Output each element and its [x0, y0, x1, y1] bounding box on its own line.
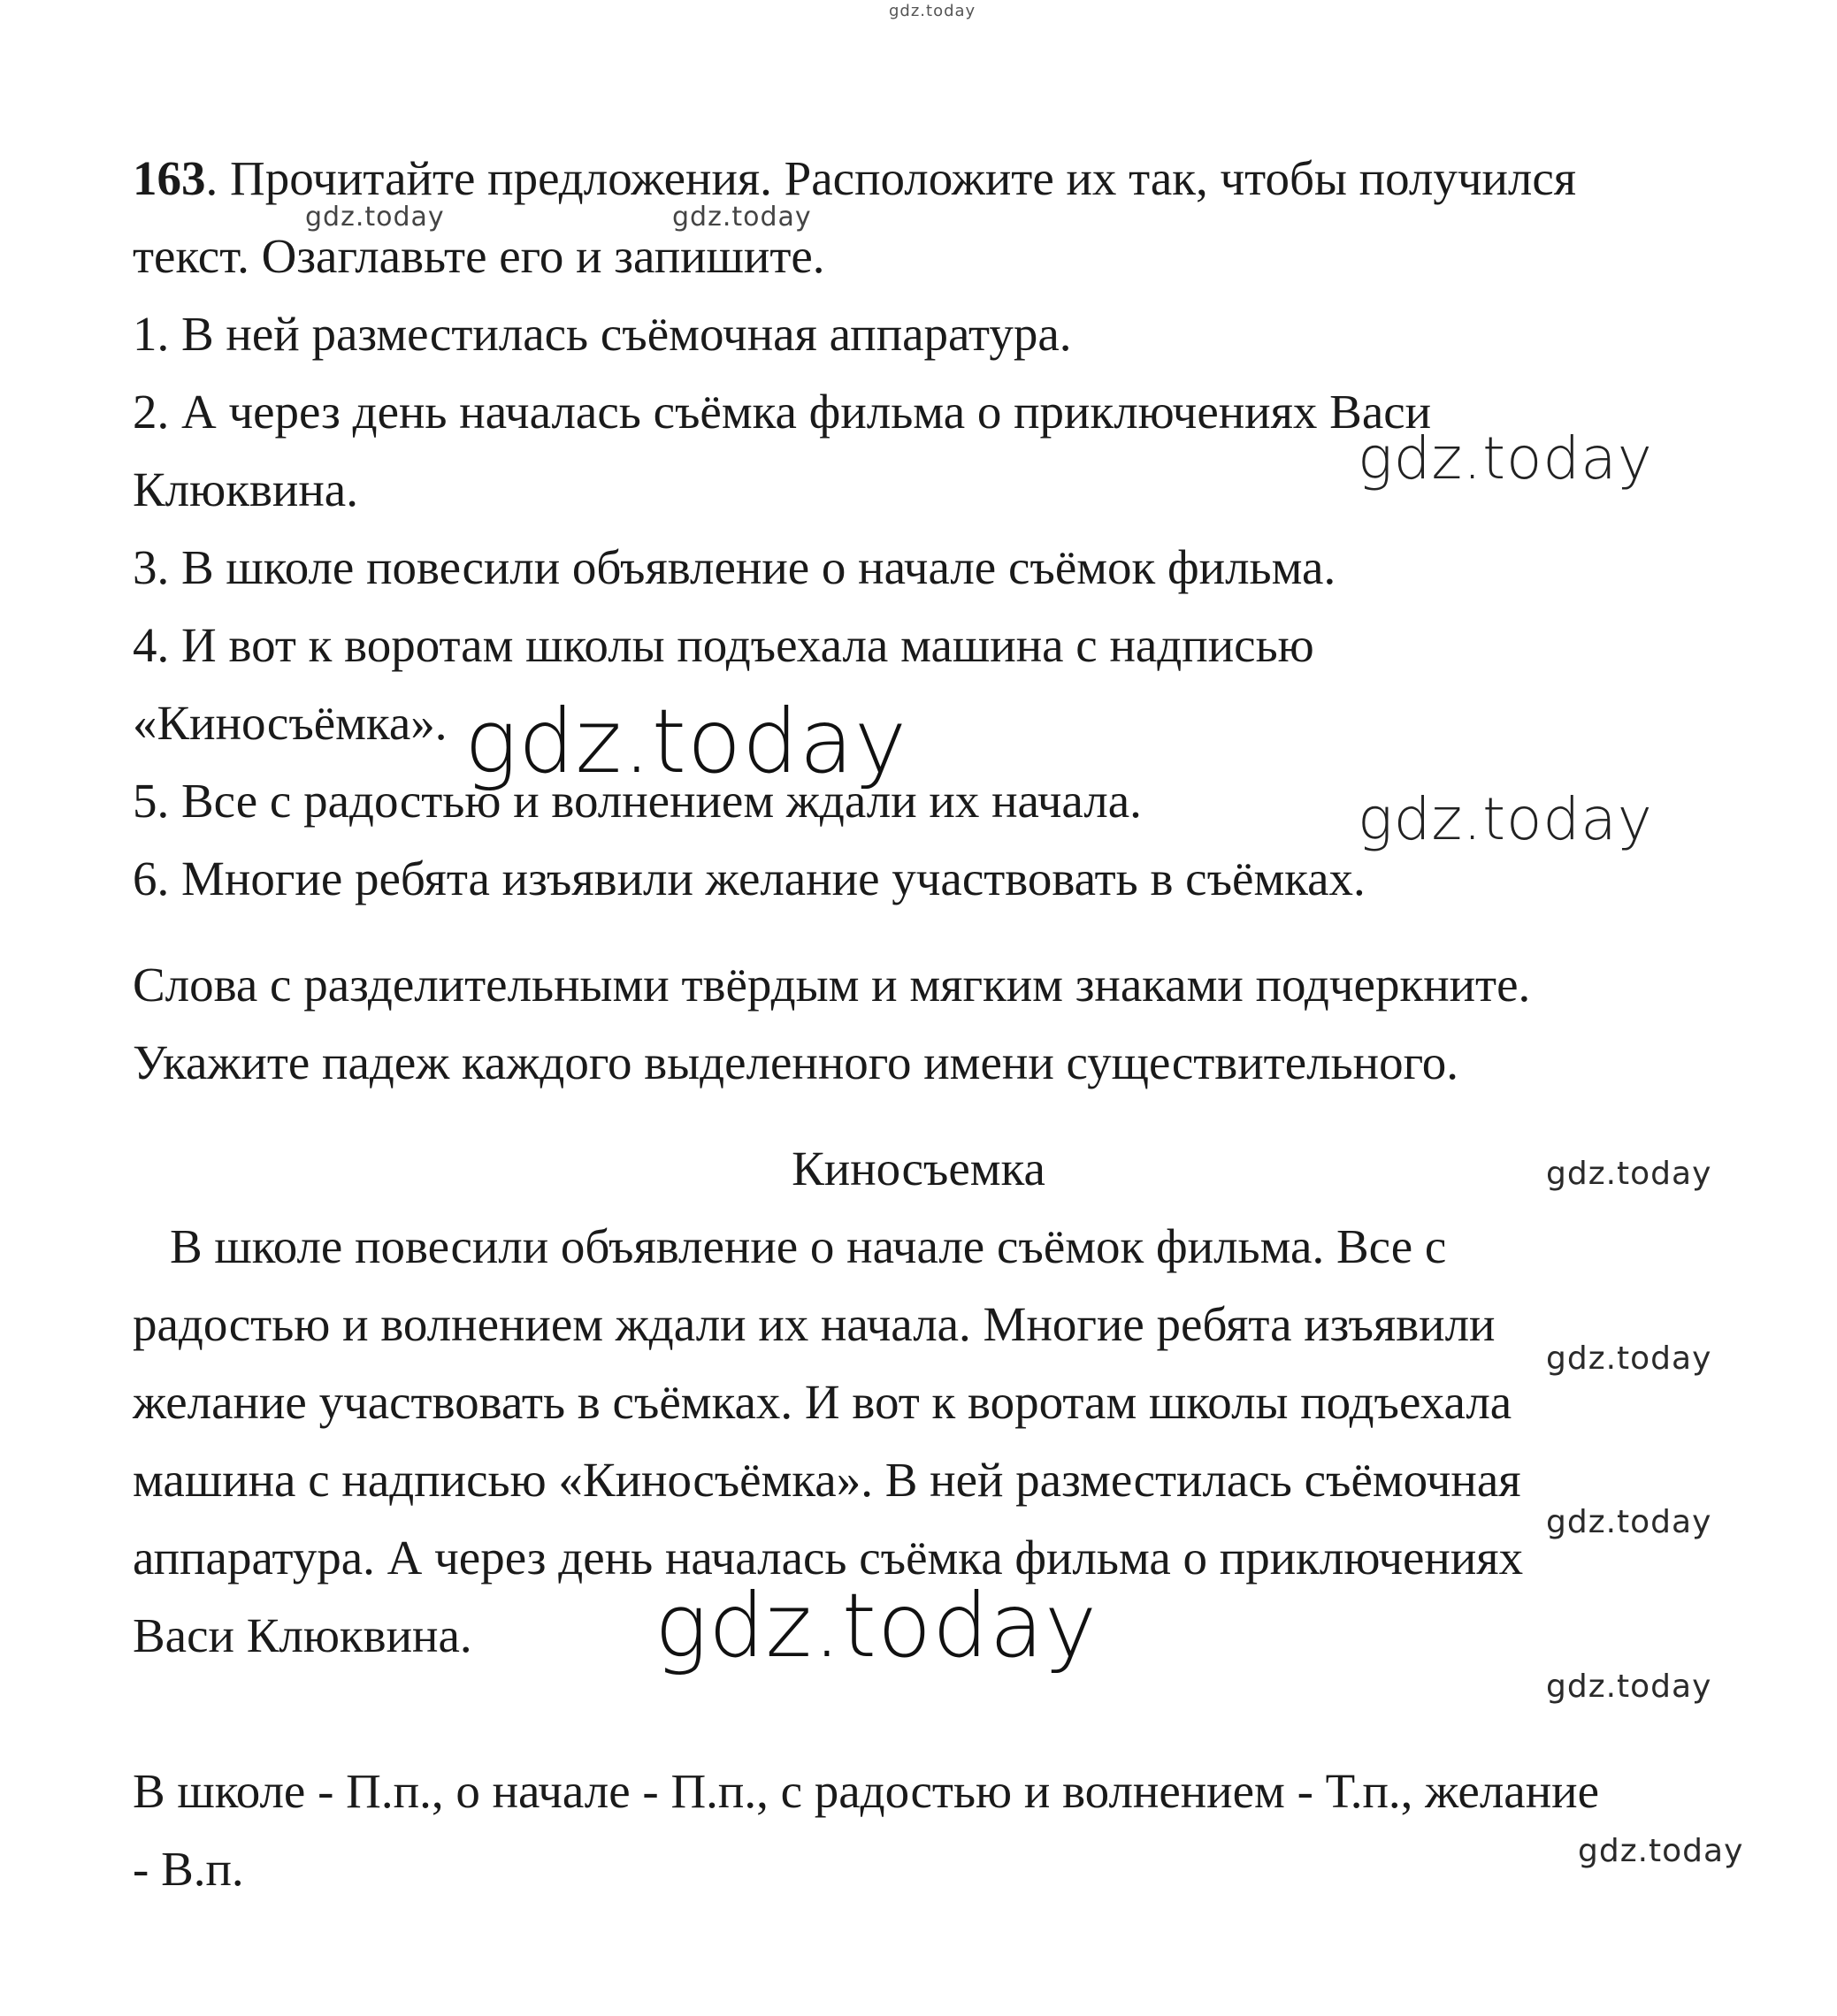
cases-line-1: В школе - П.п., о начале - П.п., с радостью и волнением - Т.п., желание: [133, 1764, 1599, 1818]
sentence-2: 2. А через день началась съёмка фильма о приключениях Васи: [133, 385, 1432, 439]
answer-line-2: радостью и волнением ждали их начала. Многие ребята изъявили: [133, 1297, 1496, 1351]
watermark-logo: gdz.today: [464, 690, 908, 793]
watermark-logo: gdz.today: [1578, 1833, 1744, 1869]
sentence-4-continued: «Киносъёмка».: [133, 696, 448, 750]
sentence-5: 5. Все с радостью и волнением ждали их начала.: [133, 774, 1142, 828]
watermark-logo: gdz.today: [672, 202, 812, 233]
sentence-2-continued: Клюквина.: [133, 462, 358, 516]
sentence-3: 3. В школе повесили объявление о начале съёмок фильма.: [133, 540, 1336, 594]
answer-line-4: машина с надписью «Киносъёмка». В ней разместилась съёмочная: [133, 1453, 1521, 1507]
sentence-4: 4. И вот к воротам школы подъехала машина с надписью: [133, 618, 1314, 672]
answer-line-6: Васи Клюквина.: [133, 1608, 472, 1662]
task-prompt-line-2: текст. Озаглавьте его и запишите.: [133, 229, 825, 283]
task-number: 163: [133, 151, 206, 205]
task-prompt-line-1: [133, 150, 1576, 207]
sentence-1: 1. В ней разместилась съёмочная аппаратура.: [133, 307, 1072, 361]
answer-title: Киносъемка: [792, 1142, 1045, 1195]
watermark-logo: gdz.today: [305, 202, 445, 233]
answer-line-1: В школе повесили объявление о начале съёмок фильма. Все с: [170, 1219, 1447, 1273]
cases-line-2: - В.п.: [133, 1842, 244, 1896]
instruction-line-2: Укажите падеж каждого выделенного имени существительного.: [133, 1035, 1459, 1089]
answer-line-3: желание участвовать в съёмках. И вот к воротам школы подъехала: [133, 1375, 1512, 1429]
watermark-logo: gdz.today: [1358, 424, 1653, 493]
watermark-logo: gdz.today: [1546, 1156, 1712, 1192]
watermark-logo: gdz.today: [1546, 1669, 1712, 1705]
task-prompt-text: . Прочитайте предложения. Расположите их так, чтобы получился: [205, 151, 1577, 205]
sentence-6: 6. Многие ребята изъявили желание участвовать в съёмках.: [133, 851, 1366, 905]
watermark-logo: gdz.today: [654, 1574, 1098, 1677]
watermark-logo: gdz.today: [889, 2, 976, 20]
answer-line-5: аппаратура. А через день началась съёмка фильма о приключениях: [133, 1531, 1524, 1585]
watermark-logo: gdz.today: [1358, 785, 1653, 853]
watermark-logo: gdz.today: [1546, 1340, 1712, 1377]
watermark-logo: gdz.today: [1546, 1504, 1712, 1540]
instruction-line-1: Слова с разделительными твёрдым и мягким знаками подчеркните.: [133, 958, 1531, 1012]
